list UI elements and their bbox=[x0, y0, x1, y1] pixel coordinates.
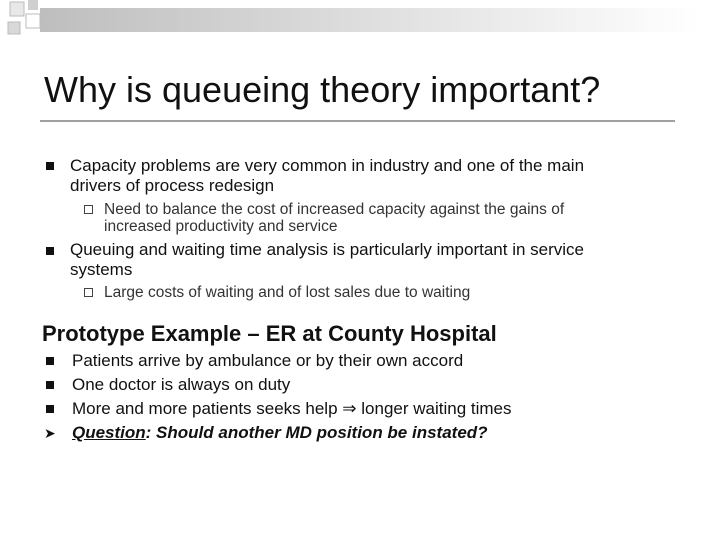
bullet-marker bbox=[46, 405, 54, 413]
bullet-marker bbox=[46, 247, 54, 255]
bullet-line: drivers of process redesign bbox=[70, 176, 275, 195]
bullet-marker bbox=[46, 162, 54, 170]
list-item: Patients arrive by ambulance or by their own accord bbox=[72, 351, 464, 370]
question-label: Question bbox=[72, 423, 146, 442]
slide-title: Why is queueing theory important? bbox=[44, 69, 601, 110]
sub-bullet-line: Large costs of waiting and of lost sales due to waiting bbox=[104, 284, 471, 301]
sub-bullet-marker bbox=[84, 205, 93, 214]
bullet-text bbox=[70, 156, 584, 196]
list-item: One doctor is always on duty bbox=[72, 375, 291, 394]
question-item bbox=[72, 423, 488, 443]
sub-bullet-text bbox=[104, 201, 564, 235]
bullet-text bbox=[70, 240, 584, 280]
item-text: More and more patients seeks help bbox=[72, 399, 338, 418]
title-divider bbox=[40, 120, 675, 122]
list-item bbox=[72, 399, 512, 419]
bullet-marker bbox=[46, 357, 54, 365]
bullet-line: systems bbox=[70, 260, 133, 279]
header-decoration bbox=[0, 0, 720, 60]
question-text: : Should another MD position be instated? bbox=[145, 423, 488, 442]
sub-bullet-text bbox=[104, 284, 470, 301]
arrowhead-icon: ➤ bbox=[44, 425, 56, 441]
section-heading: Prototype Example – ER at County Hospital bbox=[42, 321, 497, 346]
sub-bullet-line: increased productivity and service bbox=[104, 218, 338, 235]
bullet-line: Queuing and waiting time analysis is particularly important in service bbox=[70, 240, 585, 259]
sub-bullet-marker bbox=[84, 288, 93, 297]
bullet-line: Capacity problems are very common in industry and one of the main bbox=[70, 156, 585, 175]
sub-bullet-line: Need to balance the cost of increased capacity against the gains of bbox=[104, 201, 565, 218]
bullet-marker bbox=[46, 381, 54, 389]
item-text: longer waiting times bbox=[361, 399, 512, 418]
implies-symbol: ⇒ bbox=[342, 399, 357, 418]
